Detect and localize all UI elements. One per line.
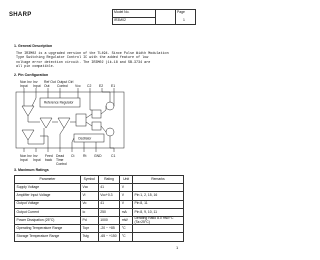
pin-sublabel: Input [33, 158, 41, 162]
pin-label: Ct [71, 154, 75, 158]
table-row [15, 192, 184, 200]
table-row [15, 216, 184, 224]
cell [132, 184, 183, 192]
cell: 1000 [98, 216, 120, 224]
desc-line: all pin compatible. [16, 64, 55, 69]
pin-label: Inv [33, 80, 38, 84]
table-row [15, 184, 184, 192]
page-label: Page [177, 10, 185, 14]
pwm-comparator [58, 118, 70, 128]
cell: Tstg [80, 233, 98, 241]
cell: mW [120, 216, 133, 224]
pin-configuration-diagram [14, 88, 126, 154]
cell: Pin 8, 11 [132, 200, 183, 208]
pin-label: E1 [111, 84, 116, 88]
pin-sublabel: Input [20, 158, 28, 162]
cell: Vcc [80, 184, 98, 192]
pin-label: Ref Out [44, 80, 56, 84]
cell: Output Voltage [15, 200, 81, 208]
cell: Power Dissipation (25°C) [15, 216, 81, 224]
comparator [40, 118, 52, 128]
cell: Storage Temperature Range [15, 233, 81, 241]
brand-logo: SHARP [9, 12, 32, 18]
ratings-table [14, 175, 184, 242]
model-number: IR3M02 [114, 17, 126, 22]
desc-line: Type Switching Regulator Control IC with the added feature of low [16, 56, 149, 61]
pin-label: Output Ctrl [57, 80, 74, 84]
pin-sublabel: Input [33, 84, 41, 88]
cell: -20 ~ +85 [98, 225, 120, 233]
column-header: Rating [98, 176, 120, 184]
cell: 41 [98, 200, 120, 208]
title-block [112, 9, 196, 25]
cell: Vi [80, 192, 98, 200]
cell: Vcc+0.3 [98, 192, 120, 200]
pin-sublabel: Input [20, 84, 28, 88]
pin-label: C2 [87, 84, 92, 88]
cell: Pin 1, 2, 15, 16 [132, 192, 183, 200]
pin-label: Dead [56, 154, 65, 158]
pin-label: E2 [99, 84, 104, 88]
section-1-body [16, 52, 186, 69]
pin-label: Non Inv [20, 154, 32, 158]
column-header: Unit [120, 176, 133, 184]
cell: Supply Voltage [15, 184, 81, 192]
pin-sublabel: Time [56, 158, 64, 162]
section-2-heading: 2. Pin Configuration [14, 73, 49, 77]
cell [132, 225, 183, 233]
pin-label: Non Inv [20, 80, 32, 84]
footnote-marker: 1 [176, 245, 179, 250]
cell: V [120, 192, 133, 200]
table-row [15, 225, 184, 233]
pin-label: C1 [111, 154, 116, 158]
pin-sublabel: back [45, 158, 53, 162]
section-1-heading: 1. General Description [14, 44, 53, 48]
cell: mA [120, 208, 133, 216]
desc-line: voltage error detection circuit. The IR3M02 (1k-18 and SB-3734 are [16, 60, 151, 65]
desc-line: The IR3M02 is a upgraded version of the TL494. Since Pulse Width Modulation [16, 52, 169, 56]
pin-label: Feed [45, 154, 53, 158]
column-header: Remarks [132, 176, 183, 184]
pin-label: Inv [33, 154, 38, 158]
cell: Pd [80, 216, 98, 224]
cell: Operating Temperature Range [15, 225, 81, 233]
cell: V [120, 200, 133, 208]
cell: Output Current [15, 208, 81, 216]
pin-label: GND [94, 154, 102, 158]
table-row [15, 200, 184, 208]
section-3-heading: 3. Maximum Ratings [14, 168, 49, 172]
cell: Derating Ratio 8.0 mW/°C (Ta>25°C) [132, 216, 183, 224]
cell: -65 ~ +150 [98, 233, 120, 241]
cell: Pin 8, 9, 10, 11 [132, 208, 183, 216]
cell: Vo [80, 200, 98, 208]
cell: V [120, 184, 133, 192]
block-label: Oscillator [78, 136, 92, 141]
cell: °C [120, 225, 133, 233]
pin-sublabel: Control [57, 84, 68, 88]
column-header: Parameter [15, 176, 81, 184]
pin-label: Vcc [75, 84, 81, 88]
cell: Io [80, 208, 98, 216]
page-number: 1 [183, 17, 185, 22]
block-label: Reference Regulator [44, 100, 74, 105]
pin-label: Rt [83, 154, 87, 158]
cell: Amplifier Input Voltage [15, 192, 81, 200]
cell: Topr [80, 225, 98, 233]
cell: °C [120, 233, 133, 241]
error-amp-2 [22, 130, 34, 140]
column-header: Symbol [80, 176, 98, 184]
cell: 41 [98, 184, 120, 192]
cell [132, 233, 183, 241]
pin-caption: Control [56, 162, 67, 166]
table-row [15, 233, 184, 241]
pin-sublabel: Out [44, 84, 50, 88]
cell: 250 [98, 208, 120, 216]
table-header-row [15, 176, 184, 184]
error-amp-1 [22, 106, 34, 116]
model-label: Model No. [114, 10, 130, 14]
